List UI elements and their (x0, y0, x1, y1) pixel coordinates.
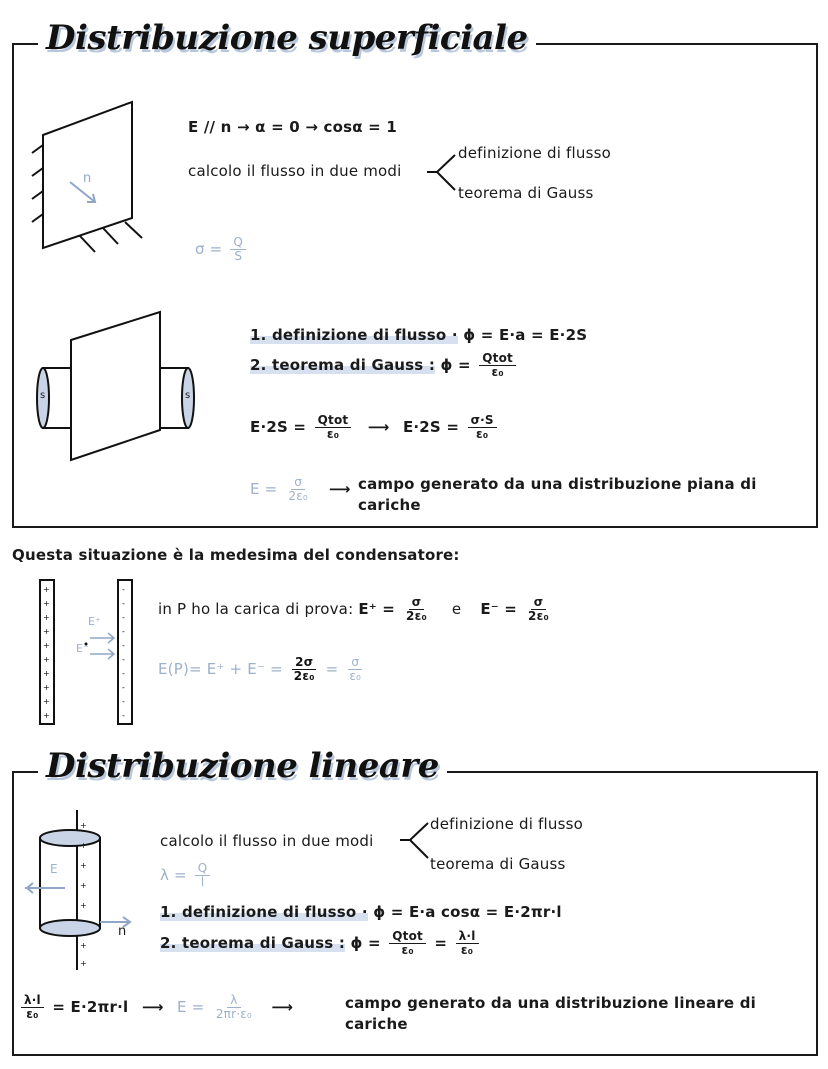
svg-text:-: - (122, 655, 125, 664)
label-e-plus: E⁺ (88, 615, 101, 628)
svg-text:-: - (122, 585, 125, 594)
calcolo-text-2: calcolo il flusso in due modi (160, 832, 374, 850)
line1-definizione-2: 1. definizione di flusso · ϕ = E·a cosα = E·2πr·l (160, 903, 562, 921)
condensatore-intro: Questa situazione è la medesima del condensatore: (12, 546, 460, 564)
cylinder-diagram-icon (25, 808, 145, 973)
gauss-surface-diagram-icon (35, 310, 205, 465)
svg-text:-: - (122, 711, 125, 720)
calcolo-text: calcolo il flusso in due modi (188, 162, 402, 180)
line2-gauss-2: 2. teorema di Gauss : ϕ = $\frac{\text{Qtot}}{\text{ε₀}}$ = $\frac{\lambda\cdot l}{\text{ε₀}}$ (160, 930, 482, 957)
equation-e2s: E·2S = $\frac{\text{Qtot}}{\text{ε₀}}$ ⟶ E·2S = $\frac{\sigma\cdot S}{\text{ε₀}}$ (250, 414, 500, 441)
svg-text:+: + (43, 627, 50, 636)
branch-definizione: definizione di flusso (458, 144, 612, 162)
section1-title: Distribuzione superficiale (38, 18, 536, 58)
svg-text:-: - (122, 669, 125, 678)
plane-diagram-icon (25, 100, 165, 260)
label-e-minus: E⁻ (76, 642, 89, 655)
svg-text:n: n (83, 171, 92, 186)
label-n-vector: n (118, 924, 127, 939)
branch-gauss-2: teorema di Gauss (430, 855, 566, 873)
equation-e-sigma: E = $\frac{\sigma}{\text{2ε₀}}$ ⟶ (250, 475, 351, 503)
line1-definizione: 1. definizione di flusso · ϕ = E·a = E·2S (250, 326, 588, 344)
ep-equation: E(P)= E⁺ + E⁻ = $\frac{2\sigma}{\text{2ε₀}}$ = $\frac{\sigma}{\text{ε₀}}$ (158, 655, 362, 683)
svg-text:-: - (122, 599, 125, 608)
svg-text:+: + (43, 697, 50, 706)
svg-text:-: - (122, 627, 125, 636)
svg-text:-: - (122, 697, 125, 706)
surface-label-right: s (185, 390, 191, 401)
svg-text:+: + (43, 669, 50, 678)
svg-text:+: + (43, 655, 50, 664)
svg-text:+: + (43, 599, 50, 608)
surface-label-left: s (40, 390, 46, 401)
section2-title: Distribuzione lineare (38, 746, 447, 786)
line2-gauss: 2. teorema di Gauss : ϕ = $\frac{\text{Qtot}}{\text{ε₀}}$ (250, 352, 519, 379)
branch-definizione-2: definizione di flusso (430, 815, 584, 833)
branch-gauss: teorema di Gauss (458, 184, 594, 202)
svg-text:+: + (80, 861, 87, 870)
parallel-formula: E // n → α = 0 → cosα = 1 (188, 118, 398, 136)
svg-text:+: + (43, 641, 50, 650)
carica-prova-line: in P ho la carica di prova: E⁺ = $\frac{\sigma}{\text{2ε₀}}$ e E⁻ = $\frac{\sigma}{\text{2ε₀}}$ (158, 595, 549, 623)
svg-text:+: + (80, 959, 87, 968)
label-e-vector: E (50, 862, 58, 876)
sigma-definition: σ = $\frac{Q}{S}$ (195, 236, 249, 263)
lambda-definition: λ = $\frac{Q}{l}$ (160, 862, 213, 889)
svg-text:+: + (43, 585, 50, 594)
svg-text:+: + (80, 941, 87, 950)
svg-text:+: + (80, 901, 87, 910)
svg-text:-: - (122, 613, 125, 622)
conclusion-lineare: campo generato da una distribuzione lineare di cariche (345, 994, 756, 1033)
final-equation-lineare: $\frac{\lambda\cdot l}{\text{ε₀}}$ = E·2πr·l ⟶ E = $\frac{\lambda}{\text{2πr·ε₀}}$ ⟶ (18, 994, 301, 1021)
svg-text:-: - (122, 683, 125, 692)
svg-text:+: + (43, 683, 50, 692)
svg-text:+: + (43, 711, 50, 720)
conclusion-piana: campo generato da una distribuzione piana di cariche (358, 475, 757, 514)
svg-text:+: + (80, 841, 87, 850)
svg-text:+: + (43, 613, 50, 622)
svg-text:+: + (80, 881, 87, 890)
svg-text:+: + (80, 821, 87, 830)
svg-text:-: - (122, 641, 125, 650)
